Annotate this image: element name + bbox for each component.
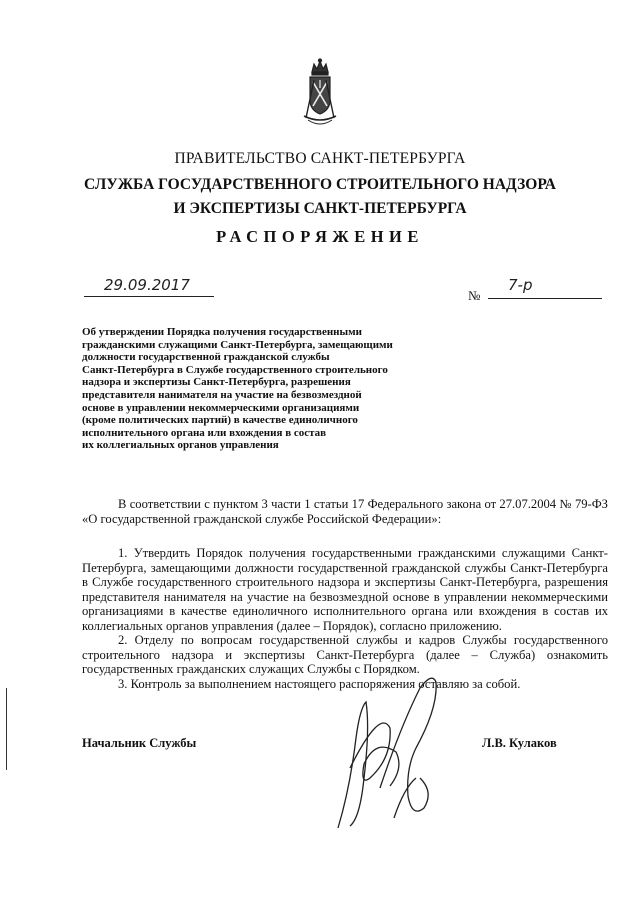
signatory-name: Л.В. Кулаков — [482, 736, 557, 750]
document-type: РАСПОРЯЖЕНИЕ — [216, 227, 424, 246]
government-title: ПРАВИТЕЛЬСТВО САНКТ-ПЕТЕРБУРГА — [174, 150, 466, 167]
item-3-paragraph: 3. Контроль за выполнением настоящего распоряжения оставляю за собой. — [118, 676, 521, 691]
date-underline — [84, 296, 214, 297]
service-name-line1: СЛУЖБА ГОСУДАРСТВЕННОГО СТРОИТЕЛЬНОГО НАДЗОРА — [83, 176, 557, 193]
number-underline — [488, 298, 602, 299]
item-2-paragraph: 2. Отделу по вопросам государственной службы и кадров Службы государственного строительного надзора и экспертизы Санкт-Петербурга (далее – Служба) ознакомить государственных гражданских служащих Службы с Порядком. — [82, 633, 608, 676]
item-1-paragraph: 1. Утвердить Порядок получения государственными гражданскими служащими Санкт-Петербурга, замещающими должности государственной гражданской службы Санкт-Петербурга в Службе государственного строительного надзора и экспертизы Санкт-Петербурга, разрешения представителя нанимателя на участие на безвозмездной основе в управлении некоммерческими организациями в качестве единоличного исполнительного органа или вхождения в состав их коллегиальных органов управления (далее – Порядок), согласно приложению. — [82, 546, 608, 633]
order-subject: Об утверждении Порядка получения государственными гражданскими служащими Санкт-Петербурга, замещающими должности государственной гражданской службы Санкт-Петербурга в Службе государственного строительного надзора и экспертизы Санкт-Петербурга, разрешения представителя нанимателя на участие на безвозмездной основе в управлении некоммерческими организациями (кроме политических партий) в качестве единоличного исполнительного органа или вхождения в состав их коллегиальных органов управления — [82, 326, 393, 452]
signatory-title: Начальник Службы — [82, 736, 197, 750]
coat-of-arms-emblem — [300, 58, 340, 128]
service-name-line2: И ЭКСПЕРТИЗЫ САНКТ-ПЕТЕРБУРГА — [173, 200, 467, 217]
order-body — [82, 497, 608, 691]
order-date: 29.09.2017 — [104, 276, 190, 294]
margin-line — [6, 688, 7, 770]
preamble-paragraph: В соответствии с пунктом 3 части 1 статьи 17 Федерального закона от 27.07.2004 № 79-ФЗ «О государственной гражданской службе Российской Федерации»: — [82, 497, 608, 526]
order-number-label: № — [468, 288, 481, 303]
handwritten-signature — [320, 668, 450, 838]
order-number: 7-р — [508, 276, 533, 294]
